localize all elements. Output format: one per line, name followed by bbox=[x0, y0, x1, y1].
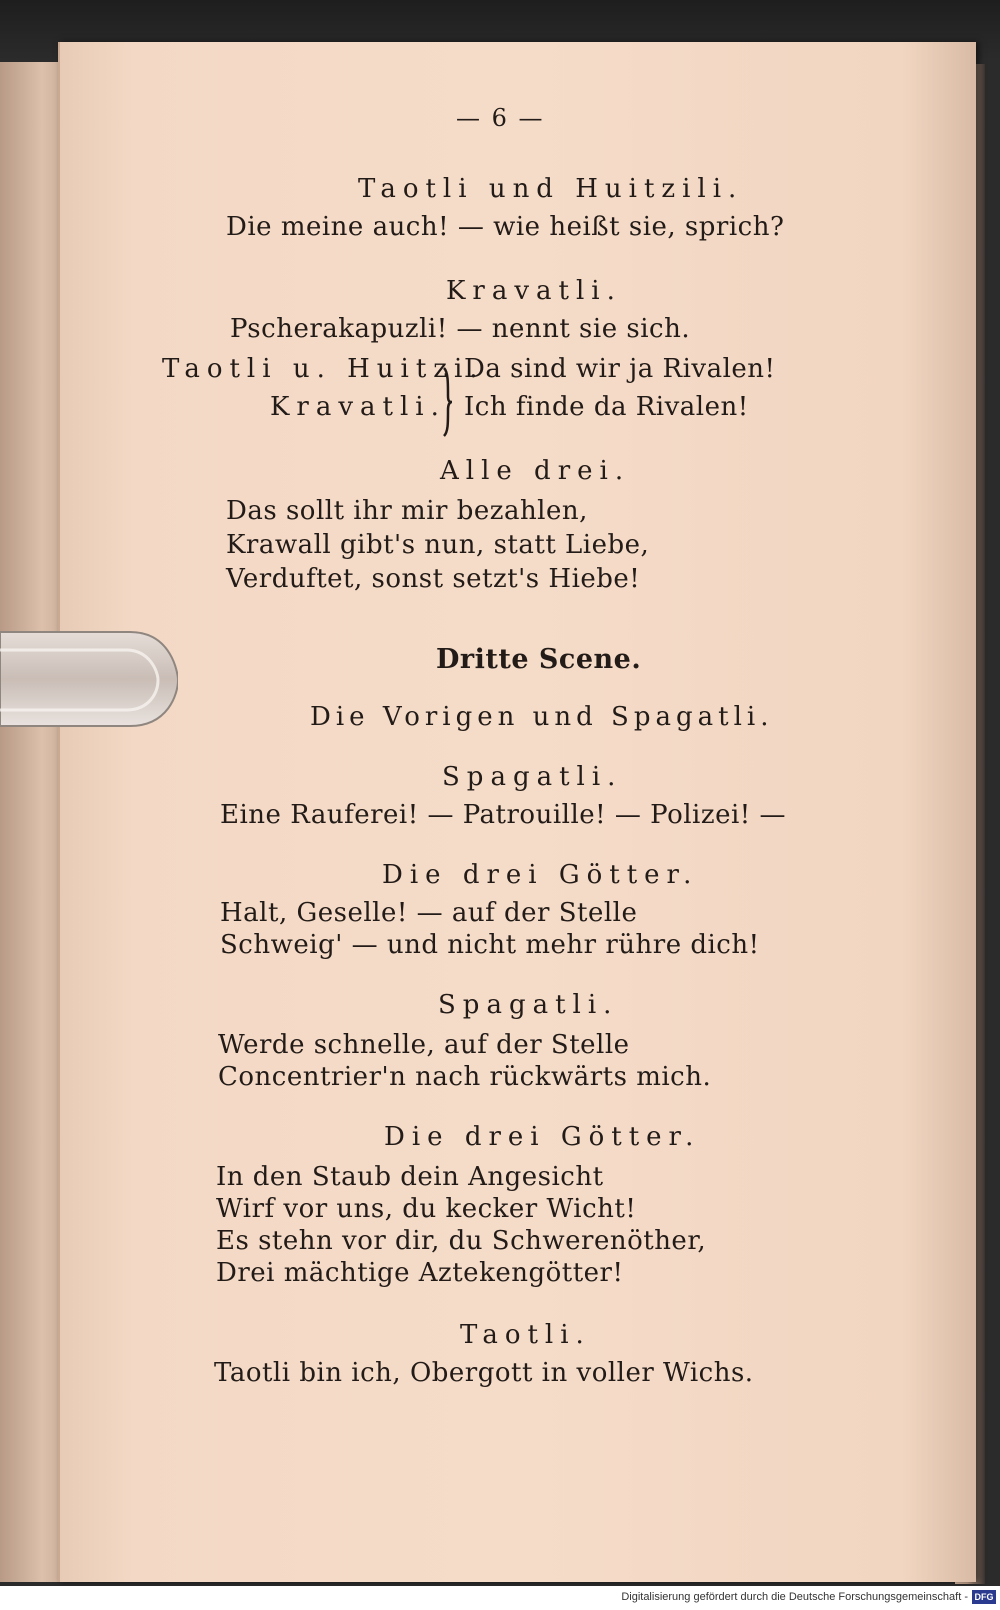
verse-line: Eine Rauferei! — Patrouille! — Polizei! — bbox=[220, 800, 786, 830]
speaker-label: Die drei Götter. bbox=[384, 1122, 701, 1152]
verse-line: Die meine auch! — wie heißt sie, sprich? bbox=[226, 212, 785, 242]
speaker-label: Spagatli. bbox=[438, 990, 619, 1020]
verse-line: Krawall gibt's nun, statt Liebe, bbox=[226, 530, 650, 560]
speaker-label: Kravatli. bbox=[446, 276, 622, 306]
speaker-label: Taotli und Huitzili. bbox=[358, 174, 744, 204]
stage-direction: Die Vorigen und Spagatli. bbox=[310, 702, 774, 732]
verse-line: Es stehn vor dir, du Schwerenöther, bbox=[216, 1226, 707, 1256]
speaker-label: Kravatli. bbox=[270, 392, 446, 422]
scene-heading: Dritte Scene. bbox=[436, 644, 642, 675]
verse-line: Drei mächtige Aztekengötter! bbox=[216, 1258, 624, 1288]
verse-line: Schweig' — und nicht mehr rühre dich! bbox=[220, 930, 760, 960]
verse-line: Das sollt ihr mir bezahlen, bbox=[226, 496, 588, 526]
verse-line: Wirf vor uns, du kecker Wicht! bbox=[216, 1194, 637, 1224]
speaker-label: Die drei Götter. bbox=[382, 860, 699, 890]
footer-bar bbox=[0, 1586, 1000, 1610]
verse-line: Werde schnelle, auf der Stelle bbox=[218, 1030, 630, 1060]
speaker-label: Taotli u. Huitzi. bbox=[162, 354, 485, 384]
footer-credit: Digitalisierung gefördert durch die Deutsche Forschungsgemeinschaft - bbox=[621, 1591, 968, 1603]
verse-line: Da sind wir ja Rivalen! bbox=[464, 354, 776, 384]
verse-line: Ich finde da Rivalen! bbox=[464, 392, 749, 422]
page-number: — 6 — bbox=[456, 104, 545, 132]
verse-line: Taotli bin ich, Obergott in voller Wichs. bbox=[214, 1358, 754, 1388]
verse-line: In den Staub dein Angesicht bbox=[216, 1162, 604, 1192]
verse-line: Pscherakapuzli! — nennt sie sich. bbox=[230, 314, 691, 344]
speaker-label: Taotli. bbox=[460, 1320, 591, 1350]
speaker-label: Alle drei. bbox=[440, 456, 631, 486]
paper-clip bbox=[0, 622, 178, 736]
speaker-label: Spagatli. bbox=[442, 762, 623, 792]
dfg-logo-icon: DFG bbox=[972, 1590, 996, 1604]
verse-line: Halt, Geselle! — auf der Stelle bbox=[220, 898, 638, 928]
verse-line: Concentrier'n nach rückwärts mich. bbox=[218, 1062, 712, 1092]
verse-line: Verduftet, sonst setzt's Hiebe! bbox=[226, 564, 641, 594]
